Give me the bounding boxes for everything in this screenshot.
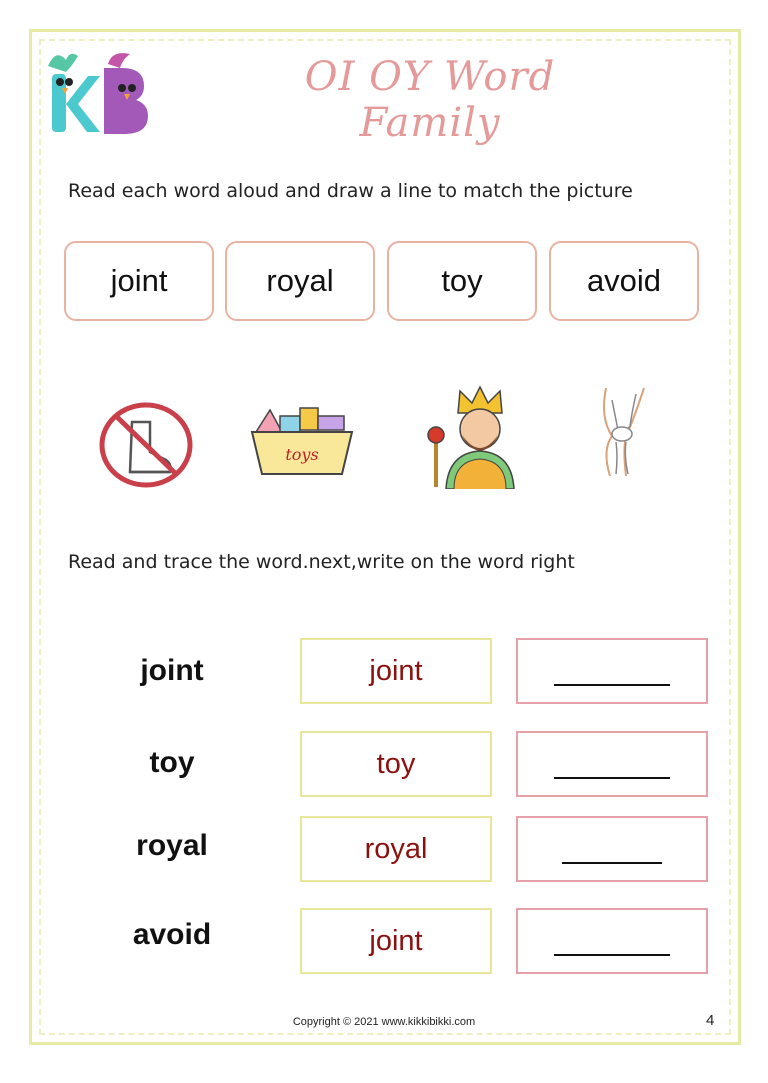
page-number: 4 (706, 1012, 715, 1029)
row-word-2: toy (149, 746, 195, 779)
row-word-4: avoid (132, 918, 212, 951)
write-line (562, 862, 662, 864)
row-word-3: royal (136, 829, 208, 862)
instruction-match: Read each word aloud and draw a line to match the picture (68, 180, 633, 202)
row-word-1: joint (140, 654, 204, 687)
no-boot-icon (98, 400, 194, 490)
svg-text:toys: toys (285, 445, 319, 464)
toy-box-icon (248, 402, 358, 482)
worksheet-title: OI OY Word Family (304, 54, 556, 146)
write-box-4[interactable] (516, 908, 708, 974)
write-line (554, 954, 670, 956)
knee-joint-icon (588, 386, 654, 478)
write-line (554, 684, 670, 686)
write-box-3[interactable] (516, 816, 708, 882)
write-line (554, 777, 670, 779)
word-card-4: avoid (549, 241, 699, 321)
write-box-2[interactable] (516, 731, 708, 797)
instruction-trace: Read and trace the word.next,write on the word right (68, 551, 575, 573)
kb-logo (42, 46, 152, 136)
write-box-1[interactable] (516, 638, 708, 704)
trace-box-2: toy (300, 731, 492, 797)
king-icon (424, 385, 530, 489)
word-card-1: joint (64, 241, 214, 321)
copyright-text: Copyright © 2021 www.kikkibikki.com (292, 1016, 476, 1028)
trace-box-4: joint (300, 908, 492, 974)
word-card-2: royal (225, 241, 375, 321)
word-card-3: toy (387, 241, 537, 321)
trace-box-3: royal (300, 816, 492, 882)
trace-box-1: joint (300, 638, 492, 704)
